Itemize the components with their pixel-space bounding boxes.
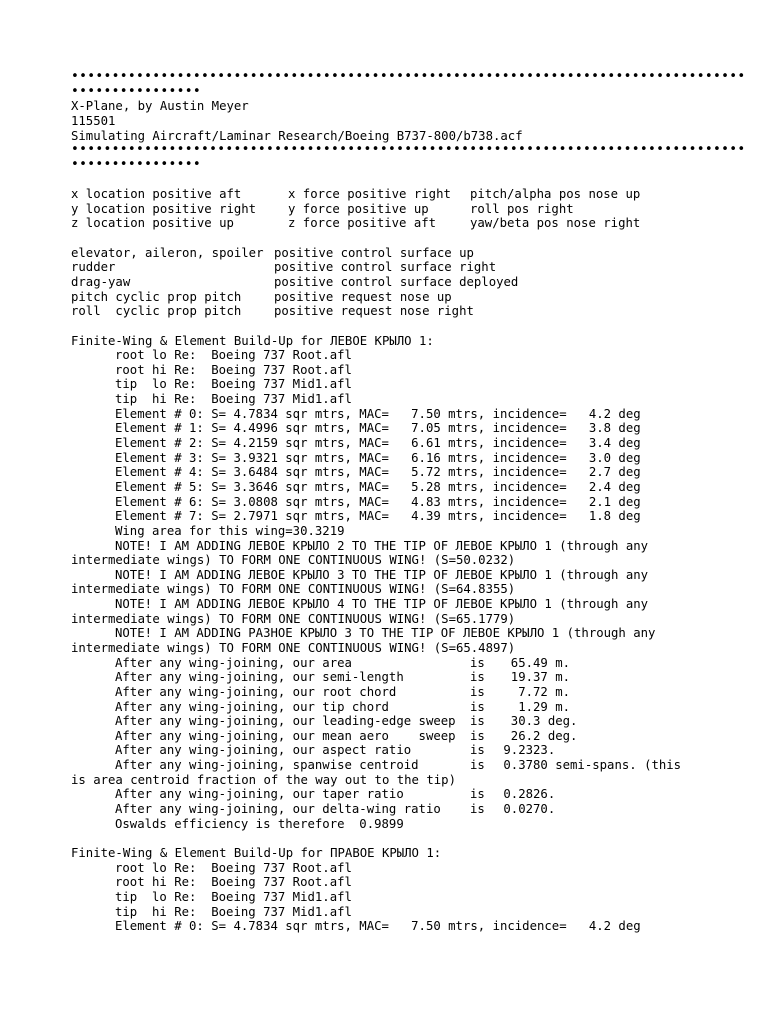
- build-number: 115501: [71, 113, 116, 128]
- join-note: NOTE! I AM ADDING ЛЕВОЕ КРЫЛО 2 TO THE TIP OF ЛЕВОЕ КРЫЛО 1 (through any: [115, 538, 649, 553]
- angle-convention: roll pos right: [470, 201, 574, 216]
- after-join-stat: [71, 714, 751, 729]
- element-line: Element # 5: S= 3.3646 sqr mtrs, MAC= 5.28 mtrs, incidence= 2.4 deg: [115, 479, 641, 494]
- after-join-stat: [71, 685, 751, 700]
- control-name: roll cyclic prop pitch: [71, 304, 242, 319]
- stat-value: 1.29 m.: [496, 699, 571, 714]
- wing-area: Wing area for this wing=30.3219: [115, 523, 345, 538]
- location-convention: y location positive right: [71, 201, 257, 216]
- join-note-continued: intermediate wings) TO FORM ONE CONTINUOUS WING! (S=65.1779): [71, 611, 516, 626]
- stat-is: is: [470, 655, 485, 670]
- stat-is: is: [470, 787, 485, 802]
- control-sign: positive control surface right: [274, 260, 497, 275]
- airfoil-line: root hi Re: Boeing 737 Root.afl: [115, 875, 352, 890]
- element-line: Element # 0: S= 4.7834 sqr mtrs, MAC= 7.50 mtrs, incidence= 4.2 deg: [115, 406, 641, 421]
- oswald-efficiency: Oswalds efficiency is therefore 0.9899: [115, 816, 404, 831]
- element-line: Element # 1: S= 4.4996 sqr mtrs, MAC= 7.05 mtrs, incidence= 3.8 deg: [115, 421, 641, 436]
- control-name: elevator, aileron, spoiler: [71, 245, 264, 260]
- control-row: [71, 260, 751, 275]
- location-convention: x location positive aft: [71, 187, 242, 202]
- join-note: NOTE! I AM ADDING РАЗНОЕ КРЫЛО 3 TO THE TIP OF ЛЕВОЕ КРЫЛО 1 (through any: [115, 626, 656, 641]
- stat-is: is: [470, 714, 485, 729]
- airfoil-line: tip hi Re: Boeing 737 Mid1.afl: [115, 392, 352, 407]
- airfoil-line: tip lo Re: Boeing 737 Mid1.afl: [115, 889, 352, 904]
- control-row: [71, 304, 751, 319]
- stat-value: 0.0270.: [496, 802, 556, 817]
- stat-label: After any wing-joining, our delta-wing ratio: [115, 802, 441, 817]
- join-note-continued: intermediate wings) TO FORM ONE CONTINUOUS WING! (S=65.4897): [71, 640, 516, 655]
- after-join-stat: [71, 656, 751, 671]
- control-sign: positive request nose right: [274, 304, 474, 319]
- control-row: [71, 275, 751, 290]
- stat-is: is: [470, 743, 485, 758]
- control-sign: positive control surface deployed: [274, 274, 519, 289]
- join-note: NOTE! I AM ADDING ЛЕВОЕ КРЫЛО 3 TO THE TIP OF ЛЕВОЕ КРЫЛО 1 (through any: [115, 567, 649, 582]
- control-name: pitch cyclic prop pitch: [71, 289, 242, 304]
- airfoil-line: tip lo Re: Boeing 737 Mid1.afl: [115, 377, 352, 392]
- stat-label: After any wing-joining, spanwise centroid: [115, 758, 419, 773]
- element-line: Element # 6: S= 3.0808 sqr mtrs, MAC= 4.83 mtrs, incidence= 2.1 deg: [115, 494, 641, 509]
- stat-value: 9.2323.: [496, 743, 556, 758]
- stat-value: 26.2 deg.: [496, 728, 578, 743]
- element-line: Element # 2: S= 4.2159 sqr mtrs, MAC= 6.61 mtrs, incidence= 3.4 deg: [115, 436, 641, 451]
- airfoil-line: root hi Re: Boeing 737 Root.afl: [115, 362, 352, 377]
- stat-is: is: [470, 670, 485, 685]
- axis-conventions: [71, 187, 751, 231]
- control-sign: positive control surface up: [274, 245, 474, 260]
- join-note-continued: intermediate wings) TO FORM ONE CONTINUOUS WING! (S=64.8355): [71, 582, 516, 597]
- after-join-stat: [71, 802, 751, 817]
- element-line: Element # 4: S= 3.6484 sqr mtrs, MAC= 5.72 mtrs, incidence= 2.7 deg: [115, 465, 641, 480]
- stat-is: is: [470, 802, 485, 817]
- after-join-stat: [71, 670, 751, 685]
- element-line: Element # 7: S= 2.7971 sqr mtrs, MAC= 4.39 mtrs, incidence= 1.8 deg: [115, 509, 641, 524]
- stat-is: is: [470, 728, 485, 743]
- element-line: Element # 0: S= 4.7834 sqr mtrs, MAC= 7.50 mtrs, incidence= 4.2 deg: [115, 919, 641, 934]
- stat-value: 0.3780 semi-spans. (this: [496, 758, 682, 773]
- force-convention: z force positive aft: [288, 216, 437, 231]
- axis-row: [71, 187, 751, 202]
- separator-stars: ••••••••••••••••: [71, 156, 202, 172]
- left-wing-section: [71, 334, 751, 832]
- log-document: [71, 70, 751, 934]
- right-wing-section: [71, 846, 751, 934]
- section-heading: Finite-Wing & Element Build-Up for ЛЕВОЕ КРЫЛО 1:: [71, 333, 434, 348]
- stat-is: is: [470, 699, 485, 714]
- axis-row: [71, 216, 751, 231]
- after-join-stat: [71, 729, 751, 744]
- element-line: Element # 3: S= 3.9321 sqr mtrs, MAC= 6.16 mtrs, incidence= 3.0 deg: [115, 450, 641, 465]
- location-convention: z location positive up: [71, 216, 234, 231]
- after-join-stat: [71, 758, 751, 773]
- separator-stars: •••••••••••••••••••••••••••••••••••••••••••••••••••••••••••••••••••••••••••••••••••: [71, 142, 746, 158]
- angle-convention: pitch/alpha pos nose up: [470, 187, 641, 202]
- stat-is: is: [470, 758, 485, 773]
- control-row: [71, 246, 751, 261]
- control-row: [71, 290, 751, 305]
- force-convention: y force positive up: [288, 201, 429, 216]
- after-join-stat: [71, 743, 751, 758]
- section-heading: Finite-Wing & Element Build-Up for ПРАВОЕ КРЫЛО 1:: [71, 845, 442, 860]
- angle-convention: yaw/beta pos nose right: [470, 216, 641, 231]
- aircraft-path: Simulating Aircraft/Laminar Research/Boeing B737-800/b738.acf: [71, 128, 523, 143]
- axis-row: [71, 202, 751, 217]
- stat-label: After any wing-joining, our taper ratio: [115, 787, 404, 802]
- stat-value: 0.2826.: [496, 787, 556, 802]
- airfoil-line: root lo Re: Boeing 737 Root.afl: [115, 860, 352, 875]
- stat-label: After any wing-joining, our root chord: [115, 684, 397, 699]
- centroid-note: is area centroid fraction of the way out to the tip): [71, 772, 456, 787]
- stat-value: 19.37 m.: [496, 670, 571, 685]
- control-name: drag-yaw: [71, 274, 131, 289]
- separator-stars: ••••••••••••••••: [71, 83, 202, 99]
- stat-label: After any wing-joining, our semi-length: [115, 670, 404, 685]
- join-note-continued: intermediate wings) TO FORM ONE CONTINUOUS WING! (S=50.0232): [71, 553, 516, 568]
- separator-stars: •••••••••••••••••••••••••••••••••••••••••••••••••••••••••••••••••••••••••••••••••••: [71, 69, 746, 84]
- force-convention: x force positive right: [288, 187, 451, 202]
- airfoil-line: root lo Re: Boeing 737 Root.afl: [115, 348, 352, 363]
- stat-value: 7.72 m.: [496, 684, 571, 699]
- control-sign: positive request nose up: [274, 289, 452, 304]
- after-join-stat: [71, 700, 751, 715]
- stat-label: After any wing-joining, our leading-edge sweep: [115, 714, 456, 729]
- airfoil-line: tip hi Re: Boeing 737 Mid1.afl: [115, 904, 352, 919]
- stat-label: After any wing-joining, our aspect ratio: [115, 743, 412, 758]
- after-join-stat: [71, 787, 751, 802]
- stat-label: After any wing-joining, our area: [115, 655, 352, 670]
- stat-label: After any wing-joining, our mean aero sweep: [115, 728, 456, 743]
- stat-label: After any wing-joining, our tip chord: [115, 699, 389, 714]
- control-conventions: [71, 246, 751, 319]
- join-note: NOTE! I AM ADDING ЛЕВОЕ КРЫЛО 4 TO THE TIP OF ЛЕВОЕ КРЫЛО 1 (through any: [115, 597, 649, 612]
- control-name: rudder: [71, 260, 116, 275]
- stat-value: 65.49 m.: [496, 655, 571, 670]
- stat-value: 30.3 deg.: [496, 714, 578, 729]
- app-title: X-Plane, by Austin Meyer: [71, 99, 249, 114]
- stat-is: is: [470, 684, 485, 699]
